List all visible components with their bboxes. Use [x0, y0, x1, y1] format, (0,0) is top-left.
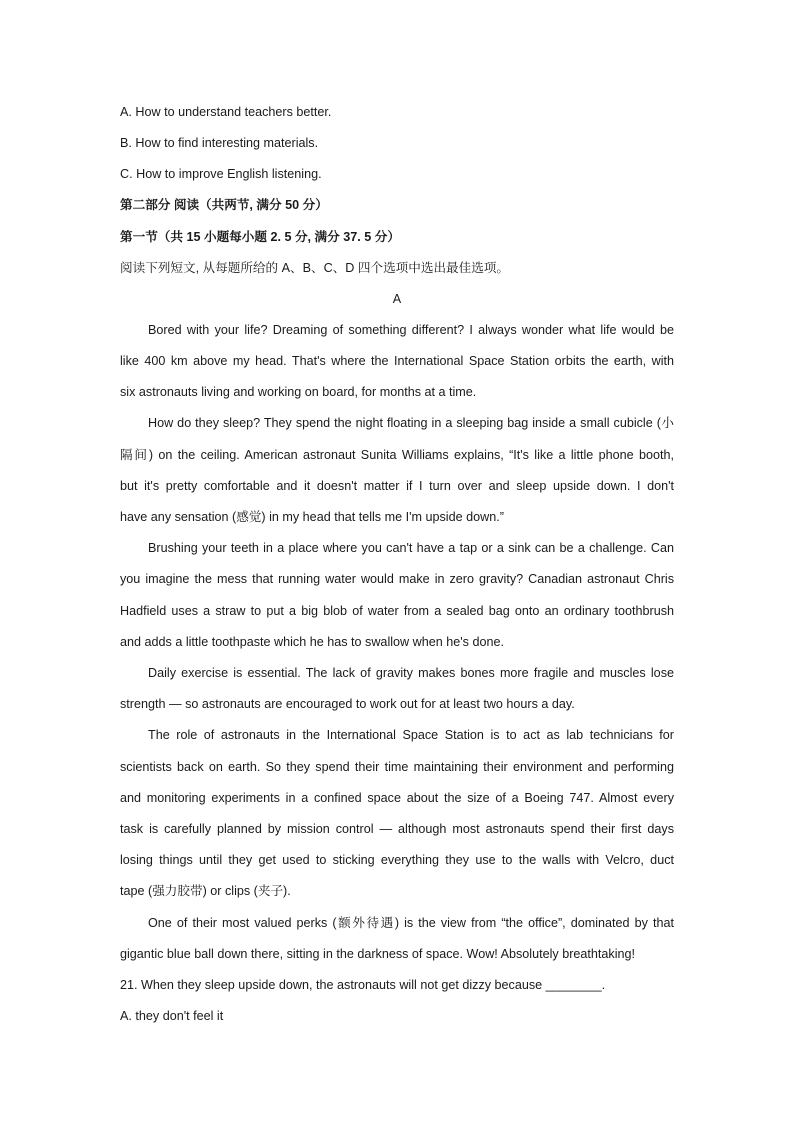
passage-line: Brushing your teeth in a place where you can't have a tap or a sink can be a challenge. Can — [148, 541, 674, 555]
passage-line: The role of astronauts in the International Space Station is to act as lab technicians for — [148, 728, 674, 742]
passage-line: tape (强力胶带) or clips (夹子). — [120, 884, 291, 898]
passage-line: and monitoring experiments in a confined space about the size of a Boeing 747. Almost every — [120, 791, 674, 805]
passage-label: A — [392, 292, 402, 306]
question-21: 21. When they sleep upside down, the astronauts will not get dizzy because ________. — [120, 978, 606, 992]
passage-line: Hadfield uses a straw to put a big blob of water from a sealed bag onto an ordinary toothbrush — [120, 604, 674, 618]
passage-line: losing things until they get used to sticking everything they use to the walls with Velcro, duct — [120, 853, 674, 867]
passage-line: strength — so astronauts are encouraged to work out for at least two hours a day. — [120, 697, 575, 711]
passage-line: scientists back on earth. So they spend their time maintaining their environment and performing — [120, 760, 674, 774]
passage-line: How do they sleep? They spend the night floating in a sleeping bag inside a small cubicle (小 — [148, 416, 674, 430]
prev-option-c: C. How to improve English listening. — [120, 167, 322, 181]
subsection-heading: 第一节（共 15 小题每小题 2. 5 分, 满分 37. 5 分） — [120, 230, 400, 244]
passage-line: and adds a little toothpaste which he has to swallow when he's done. — [120, 635, 504, 649]
passage-line: One of their most valued perks (额外待遇) is the view from “the office”, dominated by that — [148, 916, 674, 930]
passage-line: 隔间) on the ceiling. American astronaut Sunita Williams explains, “It's like a little phone booth, — [120, 448, 674, 462]
passage-line: Bored with your life? Dreaming of something different? I always wonder what life would be — [148, 323, 674, 337]
answer-option-a: A. they don't feel it — [120, 1009, 224, 1023]
passage-line: gigantic blue ball down there, sitting in the darkness of space. Wow! Absolutely breathtaking! — [120, 947, 636, 961]
section-heading: 第二部分 阅读（共两节, 满分 50 分） — [120, 198, 328, 212]
passage-line: task is carefully planned by mission control — although most astronauts spend their first days — [120, 822, 674, 836]
prev-option-b: B. How to find interesting materials. — [120, 136, 319, 150]
passage-line: but it's pretty comfortable and it doesn't matter if I turn over and sleep upside down. I don't — [120, 479, 674, 493]
passage-line: have any sensation (感觉) in my head that tells me I'm upside down.” — [120, 510, 504, 524]
passage-line: like 400 km above my head. That's where the International Space Station orbits the earth, with — [120, 354, 674, 368]
prev-option-a: A. How to understand teachers better. — [120, 105, 332, 119]
passage-line: six astronauts living and working on board, for months at a time. — [120, 385, 477, 399]
instruction-text: 阅读下列短文, 从每题所给的 A、B、C、D 四个选项中选出最佳选项。 — [120, 261, 510, 275]
passage-line: you imagine the mess that running water would make in zero gravity? Canadian astronaut Chris — [120, 572, 674, 586]
passage-line: Daily exercise is essential. The lack of gravity makes bones more fragile and muscles lose — [148, 666, 674, 680]
